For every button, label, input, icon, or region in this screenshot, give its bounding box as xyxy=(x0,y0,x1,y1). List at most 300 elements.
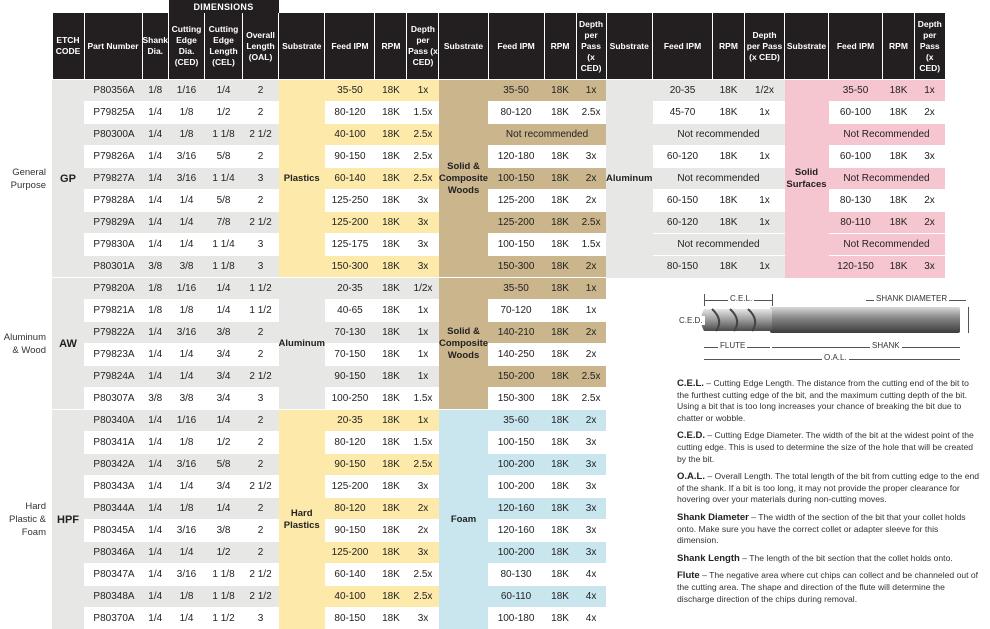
depth-per-pass: 1x xyxy=(407,300,439,322)
cel-header: Cutting Edge Length (CEL) xyxy=(205,13,243,80)
depth-per-pass: 1x xyxy=(407,80,439,102)
shank-dia: 1/4 xyxy=(142,498,169,520)
rpm: 18K xyxy=(544,366,576,388)
definition-term: Shank Length xyxy=(677,553,740,564)
part-number: P80344A xyxy=(84,498,142,520)
feed-ipm: 60-120 xyxy=(653,146,713,168)
overall-length: 2 xyxy=(243,454,279,476)
depth-per-pass: 4x xyxy=(576,564,606,586)
feed-ipm: 80-130 xyxy=(829,190,883,212)
depth-per-pass: 1/2x xyxy=(745,80,785,102)
overall-length: 3 xyxy=(243,234,279,256)
shank-dia: 1/4 xyxy=(142,124,169,146)
depth-per-pass: 2.5x xyxy=(576,102,606,124)
feed-ipm: 35-60 xyxy=(488,410,544,432)
feed-ipm-header-2: Feed IPM xyxy=(488,13,544,80)
depth-per-pass: 3x xyxy=(576,542,606,564)
cutting-edge-dia: 1/8 xyxy=(169,586,205,608)
rpm: 18K xyxy=(375,564,407,586)
feed-ipm: 100-200 xyxy=(488,454,544,476)
rpm: 18K xyxy=(713,212,745,234)
rpm: 18K xyxy=(713,102,745,124)
cutting-edge-length: 1 1/2 xyxy=(205,608,243,629)
feed-ipm: 150-300 xyxy=(488,388,544,410)
cutting-edge-dia: 3/16 xyxy=(169,146,205,168)
part-number: P79828A xyxy=(84,190,142,212)
feed-ipm: 60-150 xyxy=(653,190,713,212)
substrate-header-1: Substrate xyxy=(279,13,325,80)
rpm: 18K xyxy=(883,190,915,212)
feed-ipm: 40-100 xyxy=(325,586,375,608)
depth-per-pass: 2x xyxy=(407,498,439,520)
shank-dia: 1/4 xyxy=(142,410,169,432)
cutting-edge-length: 1 1/8 xyxy=(205,564,243,586)
shank-dia: 1/4 xyxy=(142,212,169,234)
feed-ipm: 100-180 xyxy=(488,608,544,629)
not-recommended: Not Recommended xyxy=(829,168,945,190)
depth-header-2: Depth per Pass (x CED) xyxy=(576,13,606,80)
shank-dia: 1/4 xyxy=(142,454,169,476)
rpm: 18K xyxy=(375,168,407,190)
not-recommended: Not recommended xyxy=(653,168,785,190)
feed-ipm: 150-200 xyxy=(488,366,544,388)
part-number: P80347A xyxy=(84,564,142,586)
feed-ipm: 140-250 xyxy=(488,344,544,366)
rpm: 18K xyxy=(544,256,576,278)
cutting-edge-length: 3/8 xyxy=(205,322,243,344)
overall-length: 1 1/2 xyxy=(243,300,279,322)
overall-length: 1 1/2 xyxy=(243,278,279,300)
feed-ipm: 60-100 xyxy=(829,102,883,124)
overall-length: 2 xyxy=(243,432,279,454)
overall-length: 2 xyxy=(243,146,279,168)
cutting-edge-length: 3/8 xyxy=(205,520,243,542)
shank-dia: 3/8 xyxy=(142,256,169,278)
depth-per-pass: 2.5x xyxy=(576,388,606,410)
substrate-label: Foam xyxy=(439,410,488,629)
column-header-row xyxy=(0,13,945,80)
depth-per-pass: 3x xyxy=(407,476,439,498)
substrate-header-4: Substrate xyxy=(785,13,829,80)
depth-per-pass: 4x xyxy=(576,586,606,608)
feed-ipm: 35-50 xyxy=(488,80,544,102)
overall-length: 2 1/2 xyxy=(243,564,279,586)
feed-ipm: 120-160 xyxy=(488,520,544,542)
cutting-edge-dia: 1/4 xyxy=(169,542,205,564)
rpm: 18K xyxy=(544,586,576,608)
feed-ipm: 70-150 xyxy=(325,344,375,366)
definition-0 xyxy=(677,378,982,424)
cutting-edge-dia: 1/4 xyxy=(169,212,205,234)
cutting-edge-dia: 1/8 xyxy=(169,300,205,322)
rpm: 18K xyxy=(375,608,407,629)
feed-ipm: 35-50 xyxy=(488,278,544,300)
shank-dia: 1/4 xyxy=(142,542,169,564)
feed-ipm: 100-250 xyxy=(325,388,375,410)
rpm: 18K xyxy=(713,256,745,278)
not-recommended: Not recommended xyxy=(488,124,606,146)
feed-ipm: 140-210 xyxy=(488,322,544,344)
not-recommended: Not recommended xyxy=(653,234,785,256)
depth-per-pass: 2x xyxy=(576,168,606,190)
feed-ipm: 150-300 xyxy=(325,256,375,278)
cutting-edge-length: 5/8 xyxy=(205,146,243,168)
feed-ipm: 125-200 xyxy=(488,190,544,212)
rpm: 18K xyxy=(544,476,576,498)
feed-ipm: 20-35 xyxy=(653,80,713,102)
part-number: P79822A xyxy=(84,322,142,344)
rpm: 18K xyxy=(544,454,576,476)
rpm: 18K xyxy=(544,432,576,454)
substrate-label: Aluminum xyxy=(606,80,652,278)
depth-per-pass: 2.5x xyxy=(407,168,439,190)
cutting-edge-length: 5/8 xyxy=(205,190,243,212)
definition-2 xyxy=(677,471,982,506)
cutting-edge-length: 5/8 xyxy=(205,454,243,476)
definition-text: – Cutting Edge Length. The distance from the cutting end of the bit to the furthest cutting edge of the bit, and the maximum cutting depth of the bit. Using a bit that is too long increases your chance of breaking the bit due to chatter or wobble. xyxy=(677,378,969,423)
feed-ipm: 80-150 xyxy=(325,608,375,629)
rpm-header-2: RPM xyxy=(544,13,576,80)
depth-per-pass: 1.5x xyxy=(576,234,606,256)
part-number: P80301A xyxy=(84,256,142,278)
cutting-edge-length: 1 1/4 xyxy=(205,168,243,190)
diagram-shank-diameter-label: SHANK DIAMETER xyxy=(874,294,949,303)
feed-ipm: 125-200 xyxy=(325,212,375,234)
feed-ipm: 100-150 xyxy=(488,234,544,256)
overall-length: 3 xyxy=(243,256,279,278)
cutting-edge-dia: 3/16 xyxy=(169,564,205,586)
depth-per-pass: 2.5x xyxy=(407,124,439,146)
group-name: Aluminum & Wood xyxy=(0,278,52,410)
rpm: 18K xyxy=(375,388,407,410)
diagram-flute-label: FLUTE xyxy=(718,341,747,350)
overall-length: 2 1/2 xyxy=(243,124,279,146)
depth-per-pass: 1.5x xyxy=(407,432,439,454)
rpm: 18K xyxy=(375,278,407,300)
dimensions-header: DIMENSIONS xyxy=(169,0,279,13)
ced-header: Cutting Edge Dia. (CED) xyxy=(169,13,205,80)
depth-per-pass: 2x xyxy=(576,190,606,212)
depth-per-pass: 1x xyxy=(407,344,439,366)
feed-ipm: 125-250 xyxy=(325,190,375,212)
part-number: P80342A xyxy=(84,454,142,476)
depth-per-pass: 3x xyxy=(407,190,439,212)
substrate-label: Hard Plastics xyxy=(279,410,325,629)
definition-text: – Overall Length. The total length of the bit from cutting edge to the end of the shank. If a bit is too long, it may not provide the proper clearance for hovering over your materials during non-cutting moves. xyxy=(677,471,979,504)
shank-dia: 1/8 xyxy=(142,80,169,102)
feed-ipm: 120-150 xyxy=(829,256,883,278)
cutting-edge-dia: 3/8 xyxy=(169,256,205,278)
depth-per-pass: 3x xyxy=(576,454,606,476)
depth-header-1: Depth per Pass (x CED) xyxy=(407,13,439,80)
feed-ipm: 60-140 xyxy=(325,168,375,190)
depth-per-pass: 1.5x xyxy=(407,388,439,410)
cutting-edge-length: 1 1/8 xyxy=(205,256,243,278)
depth-per-pass: 2x xyxy=(576,322,606,344)
not-recommended: Not recommended xyxy=(653,124,785,146)
rpm: 18K xyxy=(375,454,407,476)
overall-length: 2 xyxy=(243,520,279,542)
depth-per-pass: 3x xyxy=(576,498,606,520)
rpm: 18K xyxy=(375,410,407,432)
part-number: P79823A xyxy=(84,344,142,366)
feed-ipm: 20-35 xyxy=(325,278,375,300)
feed-ipm: 40-65 xyxy=(325,300,375,322)
cutting-edge-dia: 3/8 xyxy=(169,388,205,410)
depth-per-pass: 1x xyxy=(576,80,606,102)
overall-length: 2 xyxy=(243,190,279,212)
rpm: 18K xyxy=(544,322,576,344)
cutting-edge-length: 3/4 xyxy=(205,344,243,366)
depth-per-pass: 3x xyxy=(407,542,439,564)
substrate-label: Aluminum xyxy=(279,278,325,410)
rpm: 18K xyxy=(544,542,576,564)
cutting-edge-dia: 1/4 xyxy=(169,234,205,256)
cutting-edge-length: 1/2 xyxy=(205,102,243,124)
depth-per-pass: 3x xyxy=(915,256,945,278)
depth-per-pass: 2x xyxy=(576,256,606,278)
feed-ipm: 80-120 xyxy=(325,102,375,124)
depth-per-pass: 3x xyxy=(407,234,439,256)
part-number: P79820A xyxy=(84,278,142,300)
definition-text: – The negative area where cut chips can collect and be channeled out of the cutting area. The shape and direction of the flute will determine the discharge direction of the chips during removal. xyxy=(677,570,978,603)
feed-ipm: 70-130 xyxy=(325,322,375,344)
depth-per-pass: 1x xyxy=(576,278,606,300)
rpm: 18K xyxy=(544,80,576,102)
definition-3 xyxy=(677,512,982,547)
rpm: 18K xyxy=(375,80,407,102)
depth-per-pass: 3x xyxy=(576,476,606,498)
diagram-shank-label: SHANK xyxy=(870,341,902,350)
feed-ipm: 60-110 xyxy=(488,586,544,608)
cutting-edge-length: 1/4 xyxy=(205,498,243,520)
feed-ipm: 100-200 xyxy=(488,476,544,498)
depth-per-pass: 3x xyxy=(915,146,945,168)
shank-dia: 1/4 xyxy=(142,146,169,168)
depth-per-pass: 1x xyxy=(407,322,439,344)
feed-ipm: 120-180 xyxy=(488,146,544,168)
cutting-edge-length: 1/4 xyxy=(205,80,243,102)
overall-length: 2 xyxy=(243,344,279,366)
shank-dia: 1/8 xyxy=(142,300,169,322)
not-recommended: Not Recommended xyxy=(829,124,945,146)
rpm: 18K xyxy=(713,80,745,102)
part-number: P79824A xyxy=(84,366,142,388)
rpm: 18K xyxy=(883,102,915,124)
rpm: 18K xyxy=(544,300,576,322)
rpm-header-1: RPM xyxy=(375,13,407,80)
depth-header-3: Depth per Pass (x CED) xyxy=(745,13,785,80)
depth-per-pass: 1.5x xyxy=(407,102,439,124)
cutting-edge-dia: 1/4 xyxy=(169,366,205,388)
router-bit-diagram xyxy=(672,285,986,365)
shank-dia: 1/4 xyxy=(142,102,169,124)
feed-ipm: 100-150 xyxy=(488,168,544,190)
shank-dia: 1/4 xyxy=(142,608,169,629)
rpm: 18K xyxy=(544,344,576,366)
shank-dia: 1/4 xyxy=(142,344,169,366)
shank-dia: 1/4 xyxy=(142,366,169,388)
depth-per-pass: 3x xyxy=(576,146,606,168)
rpm: 18K xyxy=(375,322,407,344)
cutting-edge-length: 1 1/8 xyxy=(205,586,243,608)
feed-ipm: 60-100 xyxy=(829,146,883,168)
definition-text: – Cutting Edge Diameter. The width of the bit at the widest point of the cutting edge. This is used to determine the size of the hole that will be created by the bit. xyxy=(677,430,974,463)
feed-ipm: 80-150 xyxy=(653,256,713,278)
rpm-header-3: RPM xyxy=(713,13,745,80)
substrate-label: Solid & Composite Woods xyxy=(439,278,488,410)
oal-header: Overall Length (OAL) xyxy=(243,13,279,80)
rpm: 18K xyxy=(375,190,407,212)
shank-dia: 1/4 xyxy=(142,432,169,454)
rpm: 18K xyxy=(544,212,576,234)
diagram-oal-label: O.A.L. xyxy=(822,353,849,362)
depth-per-pass: 2.5x xyxy=(407,586,439,608)
rpm: 18K xyxy=(375,300,407,322)
depth-per-pass: 1x xyxy=(745,102,785,124)
depth-per-pass: 1x xyxy=(745,146,785,168)
depth-per-pass: 4x xyxy=(576,608,606,629)
feed-ipm: 70-120 xyxy=(488,300,544,322)
depth-per-pass: 2.5x xyxy=(407,454,439,476)
rpm: 18K xyxy=(375,520,407,542)
definition-text: – The width of the section of the bit that your collet holds onto. Make sure you have the correct collet or adapter sleeve for this dimension. xyxy=(677,512,966,545)
shank-dia: 1/4 xyxy=(142,168,169,190)
overall-length: 2 xyxy=(243,80,279,102)
substrate-header-3: Substrate xyxy=(606,13,652,80)
cutting-edge-length: 1/4 xyxy=(205,410,243,432)
part-number: P80348A xyxy=(84,586,142,608)
cutting-edge-dia: 1/8 xyxy=(169,102,205,124)
shank-dia: 1/4 xyxy=(142,520,169,542)
cutting-edge-dia: 1/16 xyxy=(169,410,205,432)
depth-per-pass: 1x xyxy=(745,190,785,212)
overall-length: 2 xyxy=(243,322,279,344)
feed-ipm: 125-200 xyxy=(488,212,544,234)
feed-ipm-header-1: Feed IPM xyxy=(325,13,375,80)
definition-5 xyxy=(677,570,982,605)
depth-per-pass: 2.5x xyxy=(576,366,606,388)
shank-dia-header: Shank Dia. xyxy=(142,13,169,80)
feed-ipm: 80-110 xyxy=(829,212,883,234)
depth-per-pass: 2.5x xyxy=(407,146,439,168)
rpm: 18K xyxy=(375,234,407,256)
part-number: P80346A xyxy=(84,542,142,564)
depth-per-pass: 1x xyxy=(745,212,785,234)
rpm: 18K xyxy=(375,146,407,168)
rpm: 18K xyxy=(544,520,576,542)
rpm: 18K xyxy=(375,432,407,454)
rpm: 18K xyxy=(375,256,407,278)
depth-per-pass: 3x xyxy=(407,608,439,629)
definition-4 xyxy=(677,553,982,565)
overall-length: 3 xyxy=(243,168,279,190)
cutting-edge-length: 1/4 xyxy=(205,300,243,322)
feed-ipm-header-4: Feed IPM xyxy=(829,13,883,80)
part-number: P79825A xyxy=(84,102,142,124)
overall-length: 2 xyxy=(243,102,279,124)
rpm: 18K xyxy=(883,212,915,234)
part-number: P80356A xyxy=(84,80,142,102)
group-name: Hard Plastic & Foam xyxy=(0,410,52,629)
group-name: General Purpose xyxy=(0,80,52,278)
feed-ipm: 80-120 xyxy=(325,498,375,520)
cutting-edge-length: 3/4 xyxy=(205,388,243,410)
feed-ipm-header-3: Feed IPM xyxy=(653,13,713,80)
part-number: P79827A xyxy=(84,168,142,190)
feed-ipm: 80-120 xyxy=(325,432,375,454)
cutting-edge-dia: 1/4 xyxy=(169,344,205,366)
rpm: 18K xyxy=(544,388,576,410)
shank-dia: 1/4 xyxy=(142,586,169,608)
diagram-cel-label: C.E.L. xyxy=(728,294,754,303)
depth-per-pass: 2.5x xyxy=(576,212,606,234)
feed-ipm: 35-50 xyxy=(829,80,883,102)
definitions-panel xyxy=(677,378,982,611)
rpm: 18K xyxy=(375,586,407,608)
depth-per-pass: 1x xyxy=(576,300,606,322)
rpm: 18K xyxy=(544,146,576,168)
cutting-edge-length: 1 1/8 xyxy=(205,124,243,146)
rpm: 18K xyxy=(883,80,915,102)
depth-per-pass: 1/2x xyxy=(407,278,439,300)
part-number-header: Part Number xyxy=(84,13,142,80)
depth-per-pass: 1x xyxy=(745,256,785,278)
depth-per-pass: 1x xyxy=(915,80,945,102)
feed-ipm: 45-70 xyxy=(653,102,713,124)
shank-dia: 1/4 xyxy=(142,234,169,256)
depth-per-pass: 3x xyxy=(576,520,606,542)
depth-per-pass: 3x xyxy=(576,432,606,454)
rpm: 18K xyxy=(375,344,407,366)
part-number: P79829A xyxy=(84,212,142,234)
overall-length: 2 1/2 xyxy=(243,586,279,608)
etch-code: AW xyxy=(52,278,84,410)
feed-ipm: 35-50 xyxy=(325,80,375,102)
feed-ipm: 90-150 xyxy=(325,366,375,388)
feed-ipm: 150-300 xyxy=(488,256,544,278)
cutting-edge-length: 1/2 xyxy=(205,432,243,454)
depth-per-pass: 3x xyxy=(407,256,439,278)
rpm: 18K xyxy=(375,366,407,388)
part-number: P79821A xyxy=(84,300,142,322)
rpm: 18K xyxy=(375,212,407,234)
depth-per-pass: 2x xyxy=(915,102,945,124)
substrate-header-2: Substrate xyxy=(439,13,488,80)
rpm: 18K xyxy=(544,190,576,212)
shank-dia: 1/4 xyxy=(142,190,169,212)
rpm: 18K xyxy=(375,498,407,520)
etch-code: GP xyxy=(52,80,84,278)
rpm: 18K xyxy=(544,234,576,256)
cutting-edge-length: 1/4 xyxy=(205,278,243,300)
shank-dia: 1/4 xyxy=(142,564,169,586)
part-number: P80343A xyxy=(84,476,142,498)
part-number: P80345A xyxy=(84,520,142,542)
depth-per-pass: 2x xyxy=(576,344,606,366)
depth-per-pass: 2x xyxy=(915,212,945,234)
rpm-header-4: RPM xyxy=(883,13,915,80)
etch-code: HPF xyxy=(52,410,84,629)
rpm: 18K xyxy=(544,168,576,190)
rpm: 18K xyxy=(544,608,576,629)
cutting-edge-dia: 1/4 xyxy=(169,190,205,212)
rpm: 18K xyxy=(375,102,407,124)
feed-ipm: 20-35 xyxy=(325,410,375,432)
definition-term: Shank Diameter xyxy=(677,512,749,523)
cutting-edge-dia: 1/8 xyxy=(169,498,205,520)
rpm: 18K xyxy=(544,410,576,432)
